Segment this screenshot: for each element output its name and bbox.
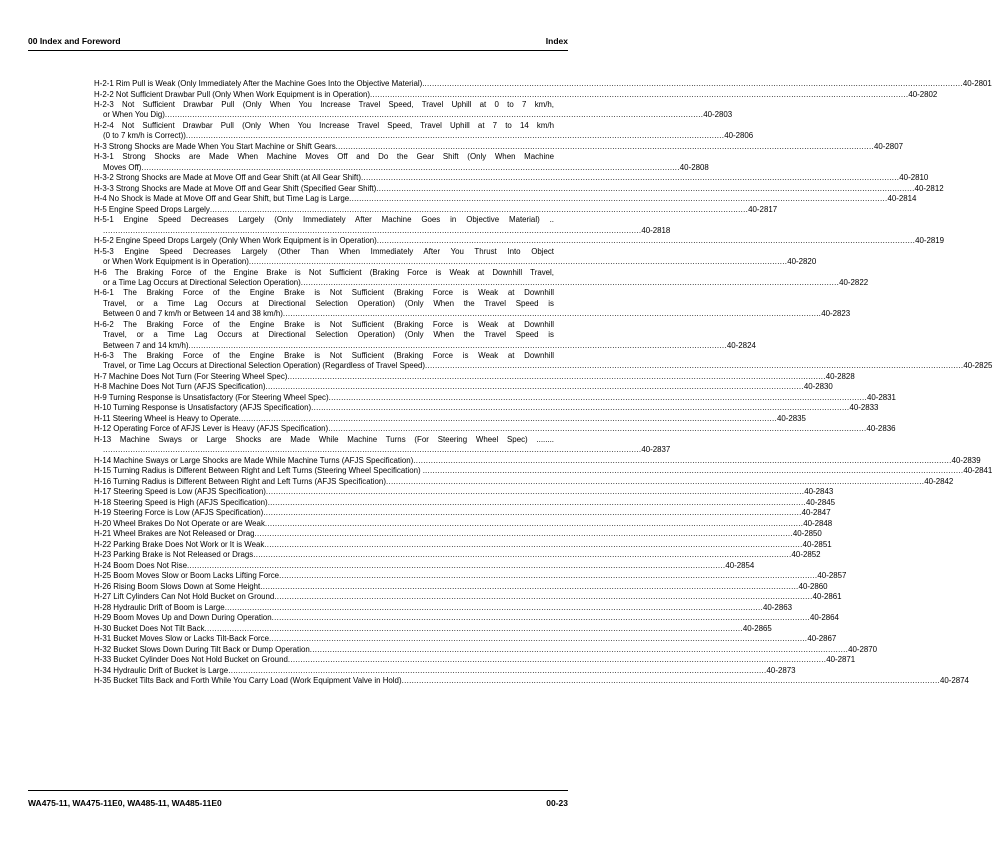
index-entry[interactable] [94, 246, 817, 268]
index-entry-title: Between 7 and 14 km/h) [103, 340, 189, 350]
index-entry-title-line: H-6-3 The Braking Force of the Engine Brake is Not Sufficient (Braking Force is Weak at Downhill [94, 351, 554, 361]
dot-leader [279, 571, 817, 581]
dot-leader [288, 655, 826, 665]
dot-leader [205, 624, 743, 634]
index-entry-title: Moves Off) [103, 162, 142, 172]
index-entry[interactable] [94, 455, 981, 466]
index-entry-title: (0 to 7 km/h is Correct)) [103, 131, 186, 141]
index-entry-page[interactable]: 40-2803 [703, 110, 733, 120]
index-entry[interactable] [94, 623, 772, 634]
index-entry-title: H-21 Wheel Brakes are Not Released or Drag [94, 529, 255, 539]
index-entry-page[interactable]: 40-2845 [806, 497, 835, 507]
index-entry[interactable] [94, 183, 944, 194]
dot-leader [253, 550, 791, 560]
index-entry[interactable] [94, 434, 671, 456]
index-entry[interactable] [94, 676, 969, 686]
index-entry[interactable] [94, 571, 847, 581]
index-entry[interactable] [94, 487, 834, 497]
dot-leader [370, 90, 908, 100]
index-entry-title: H-17 Steering Speed is Low (AFJS Specification) [94, 487, 266, 497]
index-entry-title: H-5-2 Engine Speed Drops Largely (Only When Work Equipment is in Operation) [94, 236, 377, 246]
dot-leader [274, 592, 812, 602]
index-entry-page[interactable]: 40-2854 [725, 560, 755, 570]
dot-leader [328, 424, 866, 434]
index-entry[interactable] [94, 288, 851, 319]
footer-page-number: 00-23 [546, 798, 568, 808]
index-entry[interactable] [94, 613, 839, 623]
index-entry-title: H-22 Parking Brake Does Not Work or It is Weak [94, 539, 265, 549]
index-entry-page[interactable]: 40-2831 [866, 392, 896, 402]
index-list [94, 79, 992, 687]
dot-leader [266, 487, 804, 497]
index-entry-title: or When Work Equipment is in Operation) [103, 257, 249, 267]
index-entry-title: H-34 Hydraulic Drift of Bucket is Large [94, 665, 229, 675]
index-entry[interactable] [94, 351, 992, 372]
dot-leader [272, 613, 810, 623]
index-entry[interactable] [94, 382, 833, 392]
dot-leader [425, 466, 963, 476]
index-entry-title: H-33 Bucket Cylinder Does Not Hold Bucket on Ground [94, 655, 288, 665]
index-entry-page[interactable]: 40-2833 [849, 403, 879, 413]
index-entry[interactable] [94, 267, 869, 289]
index-entry-title: H-3-2 Strong Shocks are Made at Move Off and Gear Shift (at All Gear Shift) [94, 173, 361, 183]
index-entry[interactable] [94, 550, 821, 560]
index-entry-page[interactable]: 40-2830 [803, 382, 833, 392]
index-entry[interactable] [94, 194, 917, 204]
dot-leader [402, 676, 940, 686]
dot-leader [239, 414, 777, 424]
index-entry-title: H-25 Boom Moves Slow or Boom Lacks Lifting Force [94, 571, 280, 581]
index-entry-page[interactable]: 40-2808 [679, 162, 709, 172]
dot-leader [103, 226, 641, 236]
index-entry-title: H-11 Steering Wheel is Heavy to Operate [94, 413, 239, 423]
index-entry-title: or When You Dig) [103, 110, 165, 120]
dot-leader [249, 257, 787, 267]
index-entry-page[interactable]: 40-2801 [962, 79, 992, 88]
index-entry-page[interactable]: 40-2863 [763, 602, 792, 612]
index-entry[interactable] [94, 89, 938, 100]
index-entry-page[interactable]: 40-2836 [866, 424, 896, 434]
index-entry[interactable] [94, 592, 842, 602]
dot-leader [210, 205, 748, 215]
index-entry[interactable] [94, 79, 992, 89]
index-entry-title: H-32 Bucket Slows Down During Tilt Back or Dump Operation [94, 644, 310, 654]
index-entry[interactable] [94, 539, 832, 550]
index-entry-title: H-12 Operating Force of AFJS Lever is Heavy (AFJS Specification) [94, 424, 329, 434]
index-entry-page[interactable]: 40-2835 [776, 413, 806, 423]
index-entry-title: H-4 No Shock is Made at Move Off and Gear Shift, but Time Lag is Large [94, 194, 350, 204]
index-entry-page[interactable]: 40-2810 [899, 173, 929, 183]
index-entry-title: H-19 Steering Force is Low (AFJS Specification) [94, 508, 264, 518]
index-entry[interactable] [94, 173, 929, 183]
index-entry-page[interactable]: 40-2807 [874, 141, 903, 151]
index-entry-title-line: H-2-3 Not Sufficient Drawbar Pull (Only When You Increase Travel Speed, Travel Uphill at 0 to 7 km/h, [94, 100, 554, 109]
index-entry-title: H-24 Boom Does Not Rise [94, 560, 187, 570]
index-entry-page[interactable]: 40-2857 [817, 571, 847, 581]
index-entry-page[interactable]: 40-2865 [742, 623, 772, 633]
index-entry-page[interactable]: 40-2874 [939, 676, 969, 686]
index-entry-title: H-8 Machine Does Not Turn (AFJS Specification) [94, 382, 266, 392]
index-entry-page[interactable]: 40-2839 [951, 455, 981, 465]
index-entry-title: H-28 Hydraulic Drift of Boom is Large [94, 602, 225, 612]
index-entry-page[interactable]: 40-2851 [802, 539, 832, 549]
index-entry-page[interactable]: 40-2812 [914, 183, 944, 193]
index-entry-title-line: H-3-1 Strong Shocks are Made When Machine Moves Off and Do the Gear Shift (Only When Machine [94, 152, 554, 162]
index-entry[interactable] [94, 518, 833, 529]
dot-leader [265, 519, 803, 529]
index-entry[interactable] [94, 100, 733, 121]
index-entry-page[interactable]: 40-2860 [798, 581, 828, 591]
dot-leader [376, 184, 914, 194]
header-index-label: Index [545, 36, 568, 46]
dot-leader [361, 173, 899, 183]
index-entry-title-line: H-13 Machine Sways or Large Shocks are Made While Machine Turns (For Steering Wheel Spec) ........ [94, 434, 554, 444]
index-entry-title-line: Travel, or a Time Lag Occurs at Directional Selection Operation) (Only When the Travel Speed is [103, 298, 554, 308]
index-entry-page[interactable]: 40-2850 [792, 529, 822, 539]
index-entry-page[interactable]: 40-2870 [848, 644, 878, 654]
index-entry-title-line: H-5-1 Engine Speed Decreases Largely (Only Immediately After Machine Goes in Objective Material) .. [94, 215, 554, 225]
dot-leader [329, 393, 867, 403]
dot-leader [264, 540, 802, 550]
index-entry[interactable] [94, 508, 831, 518]
index-entry-title: H-26 Rising Boom Slows Down at Some Height [94, 581, 261, 591]
index-entry-title: H-9 Turning Response is Unsatisfactory (For Steering Wheel Spec) [94, 392, 329, 402]
index-entry-page[interactable]: 40-2806 [724, 131, 754, 141]
dot-leader [268, 498, 806, 508]
index-entry-title-line: H-6 The Braking Force of the Engine Brake is Not Sufficient (Braking Force is Weak at Downhill Travel, [94, 267, 554, 277]
index-entry-title: H-10 Turning Response is Unsatisfactory (AFJS Specification) [94, 403, 312, 413]
index-entry-title: H-7 Machine Does Not Turn (For Steering Wheel Spec) [94, 371, 288, 381]
dot-leader [386, 477, 924, 487]
index-entry-page[interactable]: 40-2824 [726, 340, 756, 350]
index-entry-page[interactable]: 40-2820 [787, 257, 817, 267]
index-entry-title: H-18 Steering Speed is High (AFJS Specification) [94, 497, 268, 507]
index-entry-title: H-35 Bucket Tilts Back and Forth While You Carry Load (Work Equipment Valve in Hold) [94, 676, 402, 686]
index-entry[interactable] [94, 602, 792, 613]
index-entry-title: H-16 Turning Radius is Different Between Right and Left Turns (AFJS Specification) [94, 476, 386, 486]
dot-leader [225, 603, 763, 613]
index-entry-page[interactable]: 40-2825 [963, 361, 992, 371]
dot-leader [413, 456, 951, 466]
index-entry-page[interactable]: 40-2819 [915, 236, 945, 246]
index-entry-page[interactable]: 40-2817 [748, 204, 778, 214]
index-entry[interactable] [94, 634, 837, 644]
index-entry-page[interactable]: 40-2861 [812, 592, 842, 602]
dot-leader [165, 110, 703, 120]
index-entry[interactable] [94, 403, 879, 413]
index-entry[interactable] [94, 215, 671, 236]
page-footer [28, 798, 568, 810]
index-entry-title: H-15 Turning Radius is Different Between Right and Left Turns (Steering Wheel Specification) . [94, 466, 425, 476]
index-entry[interactable] [94, 560, 755, 571]
index-entry[interactable] [94, 476, 954, 487]
index-entry-title-line: Travel, or a Time Lag Occurs at Directional Selection Operation) (Only When the Travel Speed is [103, 330, 554, 340]
header-section-title: 00 Index and Foreword [28, 36, 121, 46]
dot-leader [269, 634, 807, 644]
index-entry-title: H-2-2 Not Sufficient Drawbar Pull (Only When Work Equipment is in Operation) [94, 89, 370, 99]
index-entry[interactable] [94, 236, 945, 246]
dot-leader [336, 142, 874, 152]
dot-leader [186, 131, 724, 141]
index-entry[interactable] [94, 152, 709, 173]
dot-leader [187, 561, 725, 571]
footer-model-list: WA475-11, WA475-11E0, WA485-11, WA485-11E0 [28, 798, 222, 808]
index-entry[interactable] [94, 392, 896, 403]
dot-leader [349, 194, 887, 204]
index-entry-page[interactable]: 40-2818 [641, 225, 671, 235]
index-entry[interactable] [94, 497, 835, 508]
index-entry[interactable] [94, 120, 754, 142]
index-entry-page[interactable]: 40-2843 [804, 487, 834, 497]
index-entry-page[interactable]: 40-2842 [924, 476, 954, 486]
index-entry-title-line: H-2-4 Not Sufficient Drawbar Pull (Only When You Increase Travel Speed, Travel Uphill at 7 to 14 km/h [94, 120, 554, 130]
dot-leader [189, 341, 727, 351]
dot-leader [260, 582, 798, 592]
index-entry-page[interactable]: 40-2841 [963, 466, 992, 476]
dot-leader [301, 278, 839, 288]
dot-leader [255, 529, 793, 539]
index-entry-page[interactable]: 40-2822 [839, 277, 869, 287]
index-entry-title: H-29 Boom Moves Up and Down During Operation [94, 613, 272, 623]
index-entry-page[interactable]: 40-2871 [826, 655, 856, 665]
dot-leader [311, 403, 849, 413]
dot-leader [425, 361, 963, 371]
footer-rule [28, 790, 568, 791]
index-entry[interactable] [94, 413, 806, 424]
index-entry-page[interactable]: 40-2852 [791, 550, 821, 560]
index-entry[interactable] [94, 371, 855, 382]
index-entry[interactable] [94, 141, 903, 152]
index-entry-title-line: H-6-1 The Braking Force of the Engine Brake is Not Sufficient (Braking Force is Weak at Downhill [94, 288, 554, 298]
index-entry[interactable] [94, 319, 756, 351]
index-entry-page[interactable]: 40-2867 [807, 634, 837, 644]
dot-leader [310, 645, 848, 655]
index-entry-title: H-3 Strong Shocks are Made When You Start Machine or Shift Gears [94, 141, 336, 151]
header-rule [28, 50, 568, 51]
index-entry-title: H-3-3 Strong Shocks are Made at Move Off and Gear Shift (Specified Gear Shift) [94, 183, 377, 193]
dot-leader [425, 79, 963, 89]
index-entry[interactable] [94, 424, 896, 434]
index-entry-page[interactable]: 40-2837 [641, 445, 671, 455]
dot-leader [265, 382, 803, 392]
index-entry[interactable] [94, 581, 828, 592]
index-entry-title: H-31 Bucket Moves Slow or Lacks Tilt-Back Force [94, 634, 269, 644]
page-header [28, 36, 568, 50]
index-entry-page[interactable]: 40-2828 [825, 371, 855, 381]
index-entry[interactable] [94, 204, 778, 215]
dot-leader [103, 445, 641, 455]
index-entry-title: Between 0 and 7 km/h or Between 14 and 38 km/h) [103, 309, 283, 319]
index-entry-title-line: H-6-2 The Braking Force of the Engine Brake is Not Sufficient (Braking Force is Weak at Downhill [94, 319, 554, 329]
index-entry-title: H-27 Lift Cylinders Can Not Hold Bucket on Ground [94, 592, 275, 602]
index-entry-title: Travel, or Time Lag Occurs at Directional Selection Operation) (Regardless of Travel Speed) [103, 361, 426, 371]
dot-leader [287, 372, 825, 382]
dot-leader [377, 236, 915, 246]
index-entry-title: H-2-1 Rim Pull is Weak (Only Immediately After the Machine Goes Into the Objective Material). [94, 79, 425, 88]
dot-leader [283, 309, 821, 319]
index-entry-page[interactable]: 40-2847 [801, 508, 831, 518]
index-entry[interactable] [94, 466, 992, 476]
index-entry-title: H-23 Parking Brake is Not Released or Drags [94, 550, 254, 560]
index-entry[interactable] [94, 529, 822, 539]
index-entry-page[interactable]: 40-2873 [766, 665, 796, 675]
index-entry-page[interactable]: 40-2802 [908, 89, 938, 99]
index-entry-page[interactable]: 40-2864 [809, 613, 839, 623]
index-entry-title: H-30 Bucket Does Not Tilt Back [94, 623, 205, 633]
index-entry-title: H-14 Machine Sways or Large Shocks are Made While Machine Turns (AFJS Specification) [94, 455, 414, 465]
index-entry-page[interactable]: 40-2848 [803, 518, 833, 528]
index-entry-page[interactable]: 40-2823 [821, 309, 851, 319]
index-entry[interactable] [94, 644, 878, 655]
index-entry[interactable] [94, 665, 796, 676]
dot-leader [141, 163, 679, 173]
index-entry[interactable] [94, 655, 856, 665]
dot-leader [228, 666, 766, 676]
dot-leader [263, 508, 801, 518]
index-entry-title: or a Time Lag Occurs at Directional Selection Operation) [103, 277, 301, 287]
index-entry-title-line: H-5-3 Engine Speed Decreases Largely (Other Than When Immediately After You Thrust Into Object [94, 246, 554, 256]
index-entry-page[interactable]: 40-2814 [887, 194, 917, 204]
index-entry-title: H-5 Engine Speed Drops Largely [94, 204, 210, 214]
index-entry-title: H-20 Wheel Brakes Do Not Operate or are Weak [94, 518, 265, 528]
